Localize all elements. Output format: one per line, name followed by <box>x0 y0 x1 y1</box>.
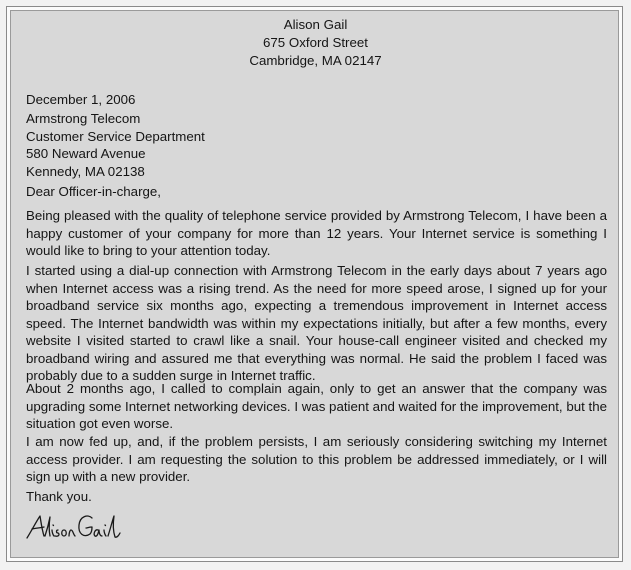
sender-address <box>0 16 631 70</box>
handwritten-signature <box>24 508 124 548</box>
letter-date: December 1, 2006 <box>26 92 136 107</box>
body-paragraph-4: I am now fed up, and, if the problem persists, I am seriously considering switching my Internet access provider. I am requesting the solution to this problem be addressed immediately, or I will sign up with a new provider. <box>26 434 607 484</box>
sender-name: Alison Gail <box>283 17 348 32</box>
salutation: Dear Officer-in-charge, <box>26 184 161 199</box>
recipient-address <box>26 110 205 180</box>
sender-street: 675 Oxford Street <box>263 35 368 50</box>
body-paragraph-1: Being pleased with the quality of telephone service provided by Armstrong Telecom, I have been a happy customer of your company for more than 12 years. Your Internet service is something I would like to bring to your attention today. <box>26 208 607 258</box>
body-paragraph-2: I started using a dial-up connection with Armstrong Telecom in the early days about 7 years ago when Internet access was a rising trend. As the need for more speed arose, I signed up for your broadband service six months ago, expecting a tremendous improvement in Internet access speed. The Internet bandwidth was within my expectations initially, but after a few months, every website I visited started to crawl like a snail. Your house-call engineer visited and checked my broadband wiring and assured me that everything was normal. He said the problem I faced was probably due to a sudden surge in Internet traffic. <box>26 263 607 383</box>
sender-city: Cambridge, MA 02147 <box>249 53 382 68</box>
recipient-street: 580 Neward Avenue <box>26 146 146 161</box>
recipient-company: Armstrong Telecom <box>26 111 141 126</box>
closing: Thank you. <box>26 489 92 504</box>
body-paragraph-3: About 2 months ago, I called to complain again, only to get an answer that the company was upgrading some Internet networking devices. I was patient and waited for the improvement, but the situation got even worse. <box>26 381 607 431</box>
recipient-city: Kennedy, MA 02138 <box>26 163 145 179</box>
recipient-department: Customer Service Department <box>26 128 205 144</box>
